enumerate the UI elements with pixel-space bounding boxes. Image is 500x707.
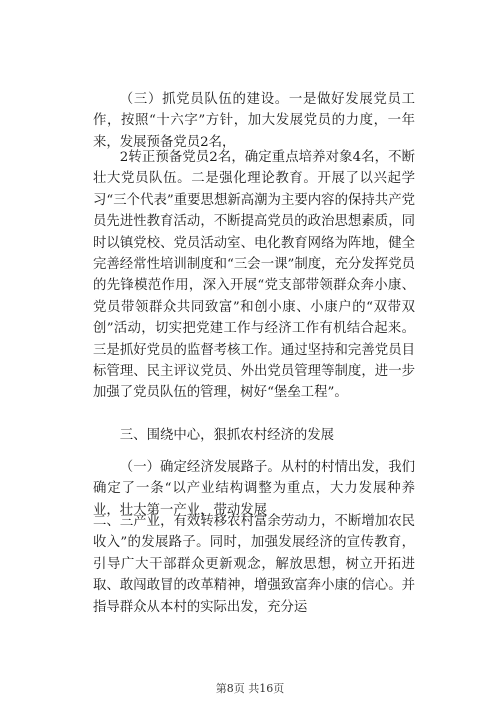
paragraph-party-team-building: （三）抓党员队伍的建设。一是做好发展党员工作，按照“十六字”方针，加大发展党员的力度，一年来，发展预备党员2名， [93, 92, 415, 150]
paragraph-development-road: 二、三产业，有效转移农村富余劳动力，不断增加农民收入”的发展路子。同时，加强发展经济的宣传教育，引导广大干部群众更新观念，解放思想，树立开拓进取、敢闯敢冒的改革精神，增强致富奔小康的信心。并指导群众从本村的实际出发，充分运 [93, 514, 415, 615]
section-heading-rural-economy: 三、围绕中心，狠抓农村经济的发展 [119, 428, 335, 443]
paragraph-economic-path: （一）确定经济发展路子。从村的村情出发，我们确定了一条“以产业结构调整为重点，大力发展种养业，壮大第一产业，带动发展 [93, 460, 415, 518]
paragraph-theory-education: 2转正预备党员2名，确定重点培养对象4名，不断壮大党员队伍。二是强化理论教育。开展了以兴起学习“三个代表”重要思想新高潮为主要内容的保持共产党员先进性教育活动，不断提高党员的政治思想素质，同时以镇党校、党员活动室、电化教育网络为阵地，健全完善经常性培训制度和“三会一课”制度，充分发挥党员的先锋模范作用，深入开展“党支部带领群众奔小康、党员带领群众共同致富”和创小康、小康户的“双带双创”活动，切实把党建工作与经济工作有机结合起来。三是抓好党员的监督考核工作。通过坚持和完善党员目标管理、民主评议党员、外出党员管理等制度，进一步加强了党员队伍的管理，树好“堡垒工程”。 [93, 150, 415, 401]
page-footer: 第8页 共16页 [215, 682, 285, 695]
